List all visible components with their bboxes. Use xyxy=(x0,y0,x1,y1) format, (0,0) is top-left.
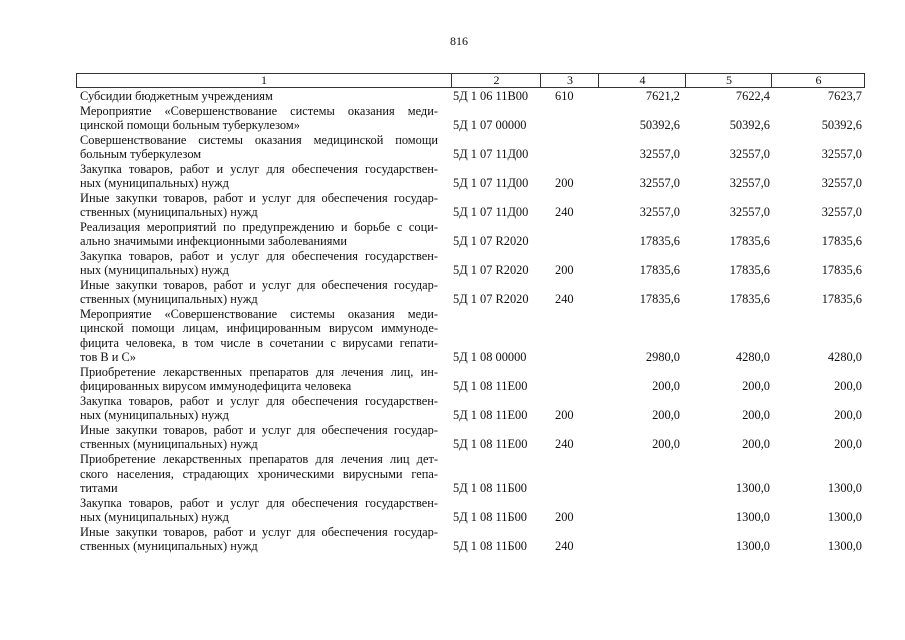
description-line: ственных (муниципальных) нужд xyxy=(80,205,258,220)
table-row xyxy=(0,191,905,220)
row-expense-type: 200 xyxy=(555,408,574,423)
description-line: больным туберкулезом xyxy=(80,147,202,162)
description-line: Мероприятие «Совершенствование системы оказания меди- xyxy=(80,103,438,118)
table-row xyxy=(0,133,905,162)
row-code: 5Д 1 07 00000 xyxy=(453,118,527,133)
header-col-5: 5 xyxy=(685,74,772,87)
row-description xyxy=(80,220,438,249)
row-value-col5: 17835,6 xyxy=(729,234,770,249)
row-value-col5: 1300,0 xyxy=(735,481,770,496)
table-row xyxy=(0,394,905,423)
row-value-col6: 32557,0 xyxy=(821,176,862,191)
row-expense-type: 200 xyxy=(555,510,574,525)
description-line: Иные закупки товаров, работ и услуг для обеспечения государ- xyxy=(80,277,438,292)
table-header xyxy=(76,73,865,88)
description-line: ных (муниципальных) нужд xyxy=(80,510,229,525)
row-value-col4: 7621,2 xyxy=(645,89,680,103)
table-row xyxy=(0,307,905,365)
row-description xyxy=(80,249,438,278)
row-value-col4: 50392,6 xyxy=(639,118,680,133)
row-value-col6: 200,0 xyxy=(834,379,862,394)
description-line: титами xyxy=(80,481,118,496)
table-row xyxy=(0,525,905,554)
description-line: Субсидии бюджетным учреждениям xyxy=(80,89,273,103)
row-value-col6: 1300,0 xyxy=(827,510,862,525)
header-col-6: 6 xyxy=(771,74,865,87)
description-line: Совершенствование системы оказания медицинской помощи xyxy=(80,132,438,147)
row-value-col4: 17835,6 xyxy=(639,292,680,307)
row-expense-type: 240 xyxy=(555,437,574,452)
row-description xyxy=(80,89,438,104)
row-description xyxy=(80,307,438,365)
row-expense-type: 240 xyxy=(555,539,574,554)
row-value-col6: 32557,0 xyxy=(821,147,862,162)
row-value-col6: 50392,6 xyxy=(821,118,862,133)
row-description xyxy=(80,452,438,496)
header-col-1: 1 xyxy=(261,73,267,87)
row-value-col4: 200,0 xyxy=(652,408,680,423)
row-code: 5Д 1 07 11Д00 xyxy=(453,205,529,220)
description-line: Приобретение лекарственных препаратов для лечения лиц, ин- xyxy=(80,364,438,379)
row-value-col6: 7623,7 xyxy=(827,89,862,103)
table-row xyxy=(0,452,905,496)
description-line: Закупка товаров, работ и услуг для обеспечения государствен- xyxy=(80,393,438,408)
row-value-col5: 32557,0 xyxy=(729,147,770,162)
description-line: Приобретение лекарственных препаратов для лечения лиц дет- xyxy=(80,452,438,466)
row-code: 5Д 1 07 11Д00 xyxy=(453,176,529,191)
row-code: 5Д 1 08 11Б00 xyxy=(453,510,527,525)
row-code: 5Д 1 08 11Е00 xyxy=(453,408,528,423)
description-line: ных (муниципальных) нужд xyxy=(80,408,229,423)
row-value-col4: 200,0 xyxy=(652,437,680,452)
row-value-col6: 17835,6 xyxy=(821,263,862,278)
row-value-col5: 50392,6 xyxy=(729,118,770,133)
row-value-col5: 17835,6 xyxy=(729,263,770,278)
row-expense-type: 240 xyxy=(555,292,574,307)
row-code: 5Д 1 08 11Е00 xyxy=(453,437,528,452)
description-line: Закупка товаров, работ и услуг для обеспечения государствен- xyxy=(80,495,438,510)
description-line: ственных (муниципальных) нужд xyxy=(80,292,258,307)
row-description xyxy=(80,365,438,394)
row-code: 5Д 1 08 00000 xyxy=(453,350,527,365)
header-col-3: 3 xyxy=(540,74,599,87)
description-line: ственных (муниципальных) нужд xyxy=(80,437,258,452)
row-description xyxy=(80,394,438,423)
row-value-col6: 4280,0 xyxy=(827,350,862,365)
row-value-col5: 1300,0 xyxy=(735,539,770,554)
row-value-col5: 4280,0 xyxy=(735,350,770,365)
row-description xyxy=(80,133,438,162)
row-expense-type: 610 xyxy=(555,89,574,103)
description-line: Мероприятие «Совершенствование системы оказания меди- xyxy=(80,306,438,321)
description-line: тов В и С» xyxy=(80,350,136,365)
table-row xyxy=(0,89,905,104)
description-line: Иные закупки товаров, работ и услуг для обеспечения государ- xyxy=(80,422,438,437)
table-row xyxy=(0,278,905,307)
description-line: ского населения, страдающих хроническими вирусными гепа- xyxy=(80,466,438,481)
table-row xyxy=(0,249,905,278)
row-value-col6: 17835,6 xyxy=(821,292,862,307)
description-line: ных (муниципальных) нужд xyxy=(80,263,229,278)
row-value-col4: 17835,6 xyxy=(639,234,680,249)
table-row xyxy=(0,162,905,191)
description-line: ственных (муниципальных) нужд xyxy=(80,539,258,554)
description-line: Закупка товаров, работ и услуг для обеспечения государствен- xyxy=(80,161,438,176)
row-code: 5Д 1 07 R2020 xyxy=(453,263,529,278)
row-value-col4: 2980,0 xyxy=(645,350,680,365)
row-code: 5Д 1 08 11Б00 xyxy=(453,539,527,554)
row-value-col4: 32557,0 xyxy=(639,147,680,162)
row-code: 5Д 1 08 11Б00 xyxy=(453,481,527,496)
header-col-4: 4 xyxy=(598,74,686,87)
table-row xyxy=(0,104,905,133)
row-value-col4: 32557,0 xyxy=(639,205,680,220)
description-line: Иные закупки товаров, работ и услуг для обеспечения государ- xyxy=(80,524,438,539)
row-description xyxy=(80,423,438,452)
row-value-col6: 32557,0 xyxy=(821,205,862,220)
row-value-col5: 17835,6 xyxy=(729,292,770,307)
row-value-col5: 200,0 xyxy=(742,379,770,394)
row-code: 5Д 1 07 11Д00 xyxy=(453,147,529,162)
description-line: цинской помощи больным туберкулезом» xyxy=(80,118,300,133)
row-description xyxy=(80,104,438,133)
row-value-col4: 200,0 xyxy=(652,379,680,394)
table-row xyxy=(0,365,905,394)
description-line: Иные закупки товаров, работ и услуг для обеспечения государ- xyxy=(80,190,438,205)
table-row xyxy=(0,496,905,525)
row-code: 5Д 1 06 11В00 xyxy=(453,89,529,103)
row-value-col4: 32557,0 xyxy=(639,176,680,191)
table-row xyxy=(0,220,905,249)
description-line: фицированных вирусом иммунодефицита человека xyxy=(80,379,352,394)
row-code: 5Д 1 07 R2020 xyxy=(453,292,529,307)
row-value-col5: 32557,0 xyxy=(729,176,770,191)
row-value-col5: 200,0 xyxy=(742,437,770,452)
row-value-col5: 7622,4 xyxy=(735,89,770,103)
description-line: Закупка товаров, работ и услуг для обеспечения государствен- xyxy=(80,248,438,263)
row-value-col5: 32557,0 xyxy=(729,205,770,220)
row-value-col6: 1300,0 xyxy=(827,481,862,496)
row-value-col5: 1300,0 xyxy=(735,510,770,525)
description-line: Реализация мероприятий по предупреждению и борьбе с соци- xyxy=(80,219,438,234)
row-expense-type: 200 xyxy=(555,176,574,191)
header-col-2: 2 xyxy=(451,74,541,87)
description-line: ально значимыми инфекционными заболеваниями xyxy=(80,234,347,249)
row-value-col6: 1300,0 xyxy=(827,539,862,554)
description-line: цинской помощи лицам, инфицированным вирусом иммуноде- xyxy=(80,321,438,336)
row-description xyxy=(80,162,438,191)
row-description xyxy=(80,278,438,307)
table-row xyxy=(0,423,905,452)
row-code: 5Д 1 08 11Е00 xyxy=(453,379,528,394)
row-description xyxy=(80,525,438,554)
row-value-col6: 17835,6 xyxy=(821,234,862,249)
row-description xyxy=(80,496,438,525)
row-expense-type: 200 xyxy=(555,263,574,278)
row-value-col6: 200,0 xyxy=(834,408,862,423)
row-value-col6: 200,0 xyxy=(834,437,862,452)
row-value-col4: 17835,6 xyxy=(639,263,680,278)
row-value-col5: 200,0 xyxy=(742,408,770,423)
row-description xyxy=(80,191,438,220)
row-code: 5Д 1 07 R2020 xyxy=(453,234,529,249)
description-line: ных (муниципальных) нужд xyxy=(80,176,229,191)
page-number: 816 xyxy=(450,34,468,48)
description-line: фицита человека, в том числе в сочетании с вирусами гепати- xyxy=(80,335,438,350)
row-expense-type: 240 xyxy=(555,205,574,220)
